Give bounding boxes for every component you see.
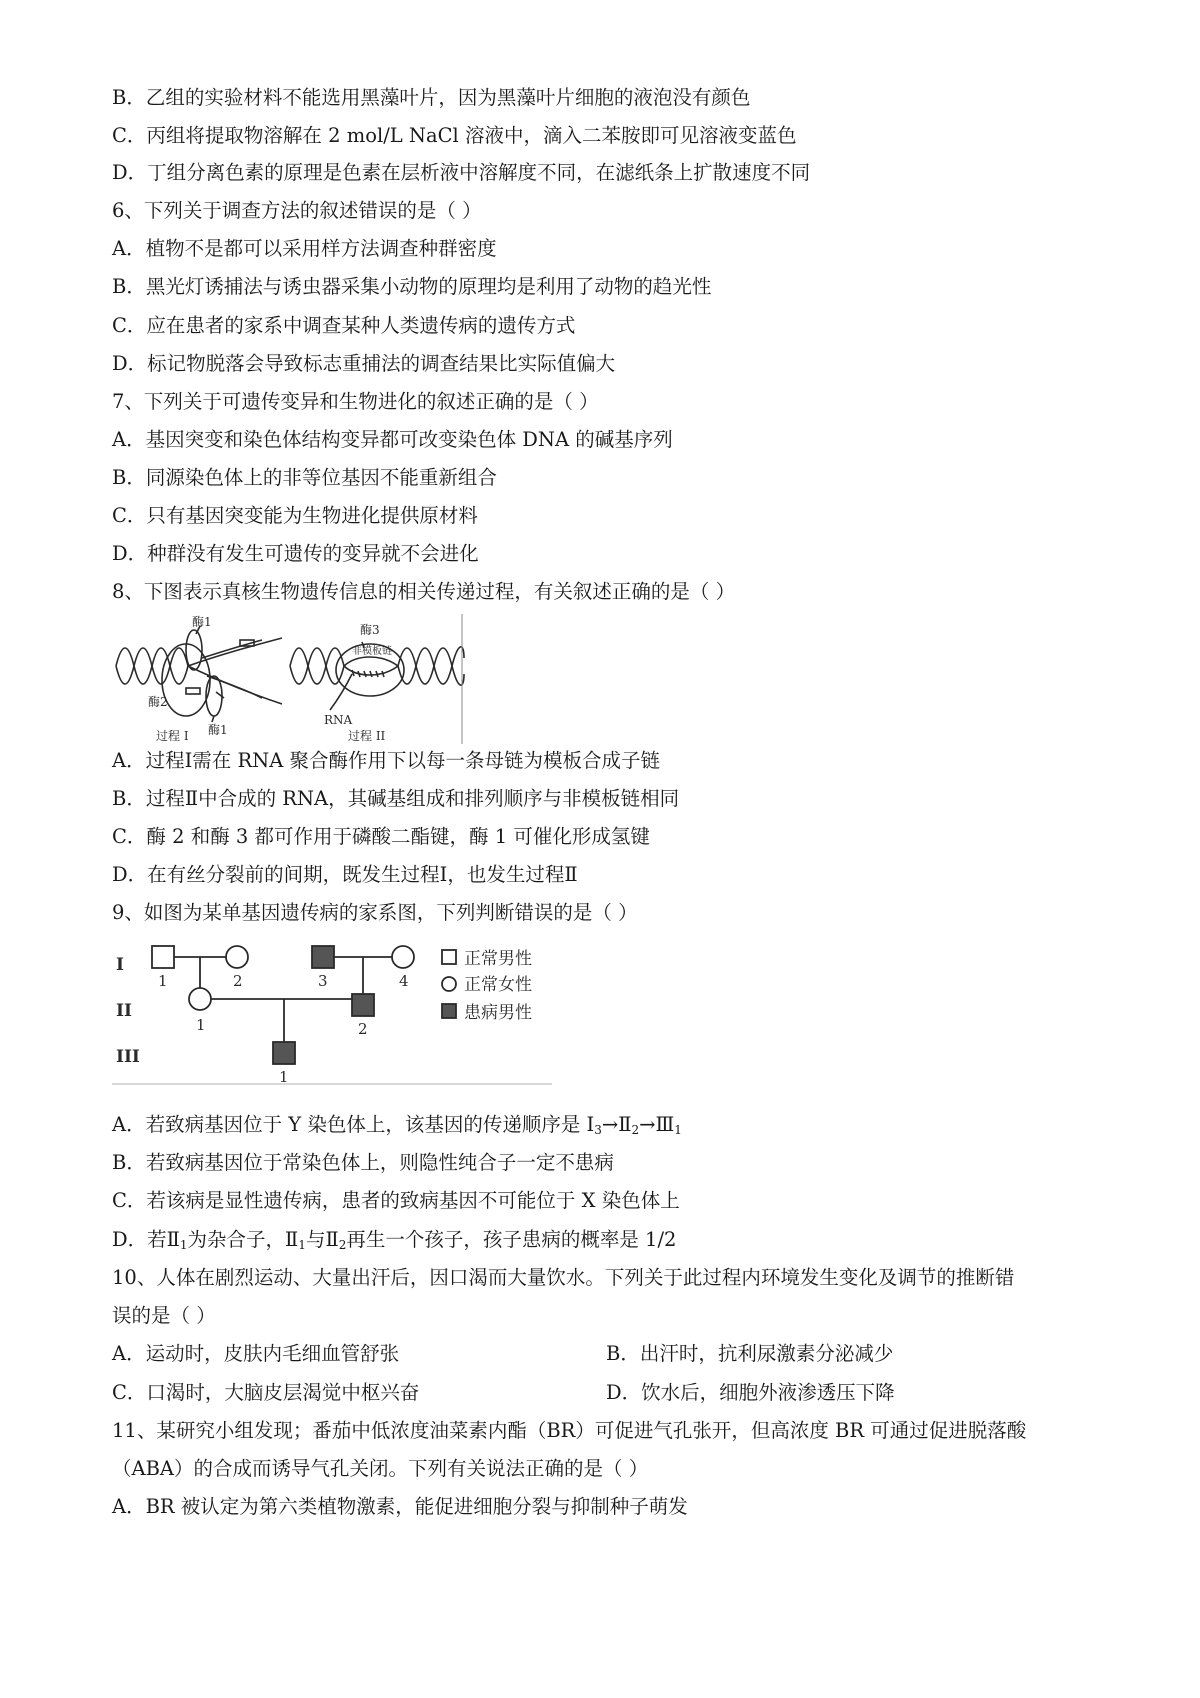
pedigree-num-i4: 4: [399, 972, 409, 990]
q9-option-a: A．若致病基因位于 Y 染色体上，该基因的传递顺序是 $I_3\to Ⅱ_2\to Ⅲ_1$: [112, 1113, 682, 1137]
q5-option-c: C．丙组将提取物溶解在 2 mol/L NaCl 溶液中，滴入二苯胺即可见溶液变蓝色: [112, 124, 797, 147]
q11-stem-line1: 11、某研究小组发现；番茄中低浓度油菜素内酯（BR）可促进气孔张开，但高浓度 BR 可通过促进脱落酸: [112, 1419, 1027, 1442]
generation-label-1: I: [116, 955, 124, 975]
q11-stem-line2: （ABA）的合成而诱导气孔关闭。下列有关说法正确的是（ ）: [112, 1457, 649, 1480]
generation-label-3: III: [116, 1047, 140, 1067]
q10-option-c: C．口渴时，大脑皮层渴觉中枢兴奋: [112, 1381, 420, 1404]
pedigree-i2-normal-female: [226, 946, 248, 968]
pedigree-ii2-affected-male: [352, 994, 374, 1016]
pedigree-num-i2: 2: [233, 972, 243, 990]
dna-process-figure: [112, 614, 512, 744]
q10-option-d: D．饮水后，细胞外液渗透压下降: [606, 1381, 895, 1404]
q7-option-d: D．种群没有发生可遗传的变异就不会进化: [112, 542, 479, 565]
pedigree-num-ii1: 1: [196, 1016, 206, 1034]
label-enzyme3: 酶3: [360, 623, 380, 637]
label-process-2: 过程 II: [348, 729, 386, 743]
label-process-1: 过程 I: [156, 729, 189, 743]
q8-option-d: D．在有丝分裂前的间期，既发生过程Ⅰ，也发生过程Ⅱ: [112, 863, 578, 886]
pedigree-num-ii2: 2: [358, 1020, 368, 1038]
q5-option-d: D．丁组分离色素的原理是色素在层析液中溶解度不同，在滤纸条上扩散速度不同: [112, 161, 811, 184]
q8-stem: 8、下图表示真核生物遗传信息的相关传递过程，有关叙述正确的是（ ）: [112, 580, 736, 603]
q6-option-d: D．标记物脱落会导致标志重捕法的调查结果比实际值偏大: [112, 352, 616, 375]
legend-normal-female: 正常女性: [464, 975, 532, 995]
pedigree-iii1-affected-male: [273, 1042, 295, 1064]
q7-option-a: A．基因突变和染色体结构变异都可改变染色体 DNA 的碱基序列: [112, 428, 673, 451]
generation-label-2: II: [116, 1001, 132, 1021]
q6-option-a: A．植物不是都可以采用样方法调查种群密度: [112, 237, 497, 260]
q8-option-c: C．酶 2 和酶 3 都可作用于磷酸二酯键，酶 1 可催化形成氢键: [112, 825, 650, 848]
pedigree-i3-affected-male: [312, 946, 334, 968]
q10-stem-line2: 误的是（ ）: [112, 1304, 216, 1327]
label-enzyme1-top: 酶1: [192, 615, 212, 629]
q5-option-b: B．乙组的实验材料不能选用黑藻叶片，因为黑藻叶片细胞的液泡没有颜色: [112, 86, 751, 109]
q9-option-c: C．若该病是显性遗传病，患者的致病基因不可能位于 X 染色体上: [112, 1189, 680, 1212]
q7-option-b: B．同源染色体上的非等位基因不能重新组合: [112, 466, 497, 489]
q7-stem: 7、下列关于可遗传变异和生物进化的叙述正确的是（ ）: [112, 390, 599, 413]
legend-affected-male: 患病男性: [464, 1003, 532, 1023]
pedigree-num-i1: 1: [158, 972, 168, 990]
q8-option-b: B．过程Ⅱ中合成的 RNA，其碱基组成和排列顺序与非模板链相同: [112, 787, 680, 810]
pedigree-i4-normal-female: [392, 946, 414, 968]
label-enzyme2: 酶2: [148, 695, 168, 709]
legend-normal-male: 正常男性: [464, 949, 532, 969]
q10-option-a: A．运动时，皮肤内毛细血管舒张: [112, 1342, 400, 1365]
q9-stem: 9、如图为某单基因遗传病的家系图，下列判断错误的是（ ）: [112, 901, 638, 924]
q6-stem: 6、下列关于调查方法的叙述错误的是（ ）: [112, 199, 482, 222]
q8-option-a: A．过程Ⅰ需在 RNA 聚合酶作用下以每一条母链为模板合成子链: [112, 749, 661, 772]
q6-option-b: B．黑光灯诱捕法与诱虫器采集小动物的原理均是利用了动物的趋光性: [112, 275, 712, 298]
pedigree-chart: [112, 936, 572, 1086]
q9-option-d: D．若$Ⅱ_1$为杂合子，$Ⅱ_1$与$Ⅱ_2$再生一个孩子，孩子患病的概率是 1/2: [112, 1228, 677, 1252]
label-rna: RNA: [324, 713, 353, 727]
label-nontemplate-strand: 非模板链: [352, 646, 392, 657]
q7-option-c: C．只有基因突变能为生物进化提供原材料: [112, 504, 478, 527]
pedigree-num-iii1: 1: [279, 1068, 289, 1086]
q11-option-a: A．BR 被认定为第六类植物激素，能促进细胞分裂与抑制种子萌发: [112, 1495, 688, 1518]
pedigree-num-i3: 3: [318, 972, 328, 990]
pedigree-ii1-normal-female: [189, 988, 211, 1010]
q9-option-b: B．若致病基因位于常染色体上，则隐性纯合子一定不患病: [112, 1151, 614, 1174]
q6-option-c: C．应在患者的家系中调查某种人类遗传病的遗传方式: [112, 314, 576, 337]
q10-stem-line1: 10、人体在剧烈运动、大量出汗后，因口渴而大量饮水。下列关于此过程内环境发生变化及调节的推断错: [112, 1266, 1015, 1289]
q10-option-b: B．出汗时，抗利尿激素分泌减少: [606, 1342, 894, 1365]
pedigree-i1-normal-male: [152, 946, 174, 968]
label-enzyme1-bottom: 酶1: [208, 723, 228, 737]
